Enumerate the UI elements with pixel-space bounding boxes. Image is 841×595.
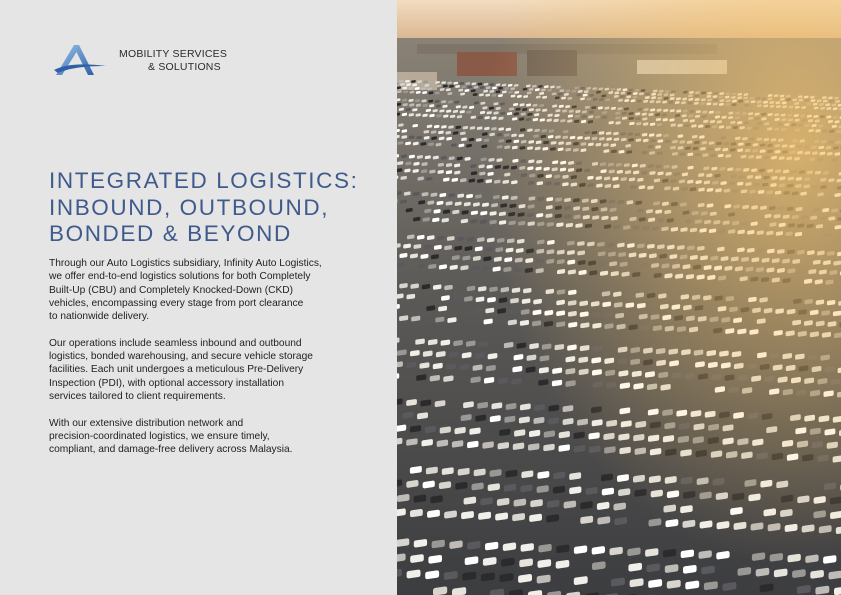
text-panel — [0, 0, 397, 595]
text-line: precision-coordinated logistics, we ensure timely, — [49, 430, 270, 442]
logo-text-line1: MOBILITY SERVICES — [119, 48, 228, 60]
paragraph-3 — [49, 417, 349, 457]
text-line: Built-Up (CBU) and Completely Knocked-Down (CKD) — [49, 284, 294, 296]
logo-text — [119, 48, 227, 74]
text-line: compliant, and damage-free delivery across Malaysia. — [49, 444, 293, 456]
text-line: we offer end-to-end logistics solutions for both Completely — [49, 271, 311, 283]
text-line: vehicles, encompassing every stage from port clearance — [49, 297, 304, 309]
text-line: Our operations include seamless inbound and outbound — [49, 337, 302, 349]
aerial-photo-illustration — [397, 0, 841, 595]
text-line: logistics, bonded warehousing, and secure vehicle storage — [49, 351, 313, 363]
text-line: With our extensive distribution network and — [49, 417, 244, 429]
body-text — [49, 257, 349, 470]
paragraph-2 — [49, 337, 349, 403]
title-line-2: INBOUND, OUTBOUND, — [49, 194, 330, 220]
page-title — [49, 168, 389, 248]
paragraph-1 — [49, 257, 349, 323]
a-logo-mark-icon — [52, 42, 108, 78]
logo-text-line2: & SOLUTIONS — [148, 61, 221, 73]
title-line-3: BONDED & BEYOND — [49, 221, 292, 246]
text-line: Inspection (PDI), with optional accessory installation — [49, 377, 284, 389]
title-line-1: INTEGRATED LOGISTICS: — [49, 168, 359, 193]
text-line: services tailored to client requirements. — [49, 390, 226, 402]
car-parking-port-photo — [397, 0, 841, 595]
text-line: facilities. Each unit undergoes a meticulous Pre-Delivery — [49, 364, 304, 376]
text-line: Through our Auto Logistics subsidiary, Infinity Auto Logistics, — [49, 258, 322, 269]
text-line: to nationwide delivery. — [49, 311, 150, 323]
